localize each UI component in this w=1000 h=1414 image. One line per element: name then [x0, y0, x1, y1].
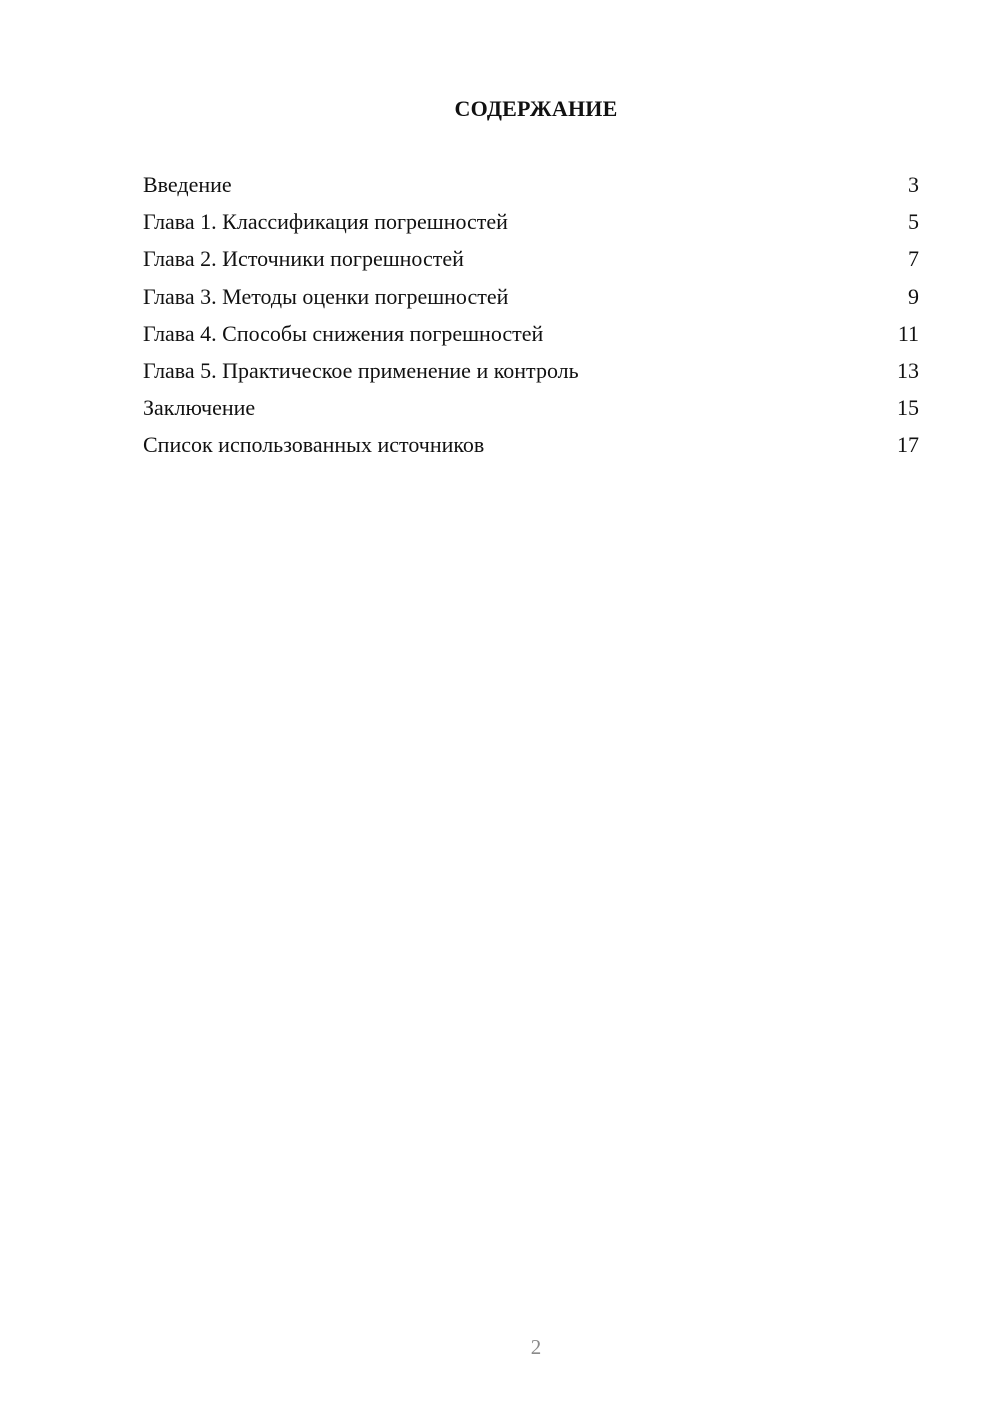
toc-entry-page: 17	[897, 432, 919, 458]
toc-entry-label: Глава 4. Способы снижения погрешностей	[143, 320, 544, 346]
table-of-contents	[143, 170, 919, 468]
toc-entry-label: Введение	[143, 172, 232, 197]
toc-entry-label: Глава 5. Практическое применение и контроль	[143, 357, 579, 383]
toc-entry-chapter-4	[143, 319, 919, 356]
toc-entry-references	[143, 430, 919, 467]
toc-entry-page: 15	[897, 395, 919, 421]
toc-entry-page: 3	[908, 172, 919, 197]
toc-entry-page: 11	[897, 320, 919, 346]
toc-entry-label: Заключение	[143, 395, 256, 421]
toc-entry-label: Список использованных источников	[143, 432, 485, 458]
page-number: 2	[530, 1335, 542, 1359]
toc-entry-conclusion	[143, 393, 919, 430]
toc-entry-page: 7	[908, 246, 919, 272]
toc-entry-page: 9	[908, 283, 919, 309]
toc-entry-introduction	[143, 170, 919, 207]
toc-entry-page: 5	[908, 209, 919, 235]
toc-entry-chapter-3	[143, 282, 919, 319]
toc-entry-chapter-5	[143, 356, 919, 393]
page-title: СОДЕРЖАНИЕ	[454, 96, 618, 121]
toc-entry-chapter-1	[143, 207, 919, 244]
toc-entry-label: Глава 3. Методы оценки погрешностей	[143, 283, 509, 309]
toc-entry-chapter-2	[143, 244, 919, 281]
toc-entry-label: Глава 2. Источники погрешностей	[143, 246, 464, 272]
toc-entry-label: Глава 1. Классификация погрешностей	[143, 209, 508, 235]
toc-entry-page: 13	[897, 357, 919, 383]
